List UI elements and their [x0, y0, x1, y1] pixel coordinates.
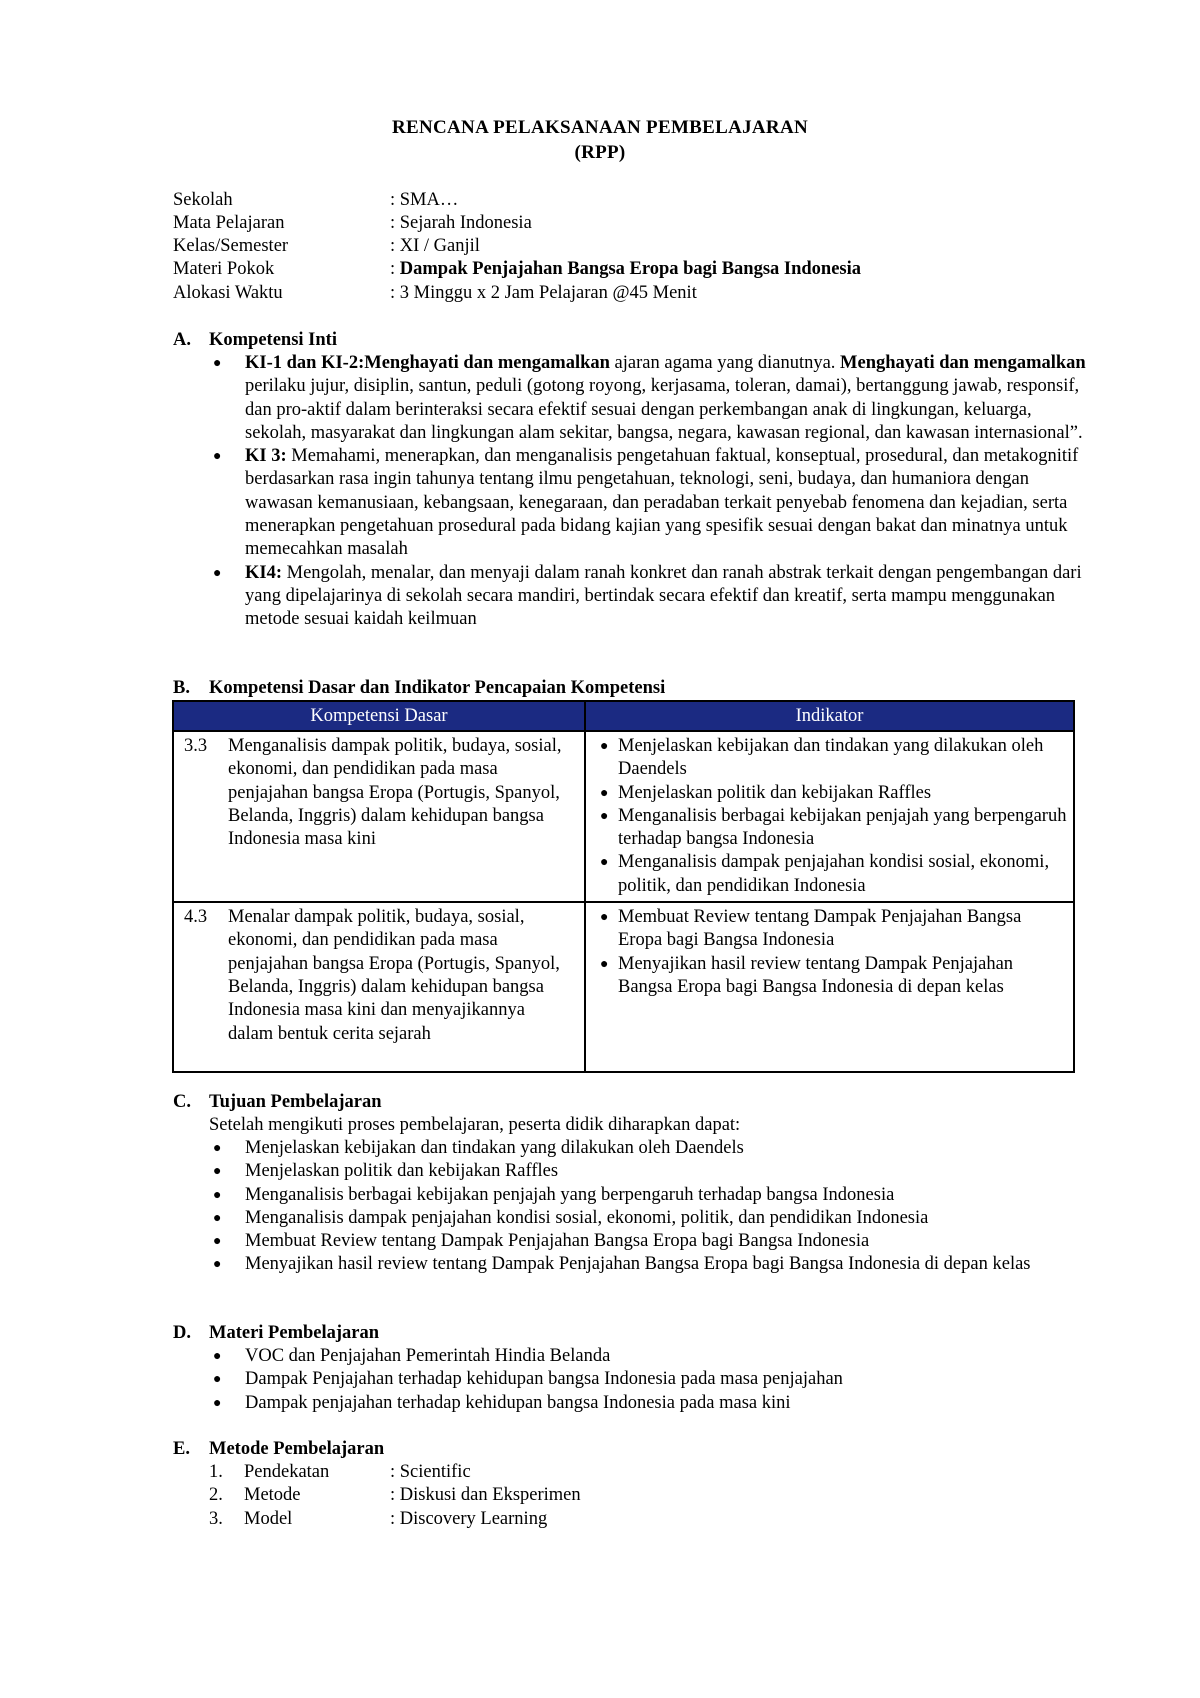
list-item [213, 1345, 1093, 1368]
bullet-icon: ● [213, 565, 222, 581]
bullet-icon: ● [213, 1372, 222, 1388]
list-item-text: Menyajikan hasil review tentang Dampak Penjajahan Bangsa Eropa bagi Bangsa Indonesia di depan kelas [245, 1254, 1031, 1275]
list-item-text: Dampak penjajahan terhadap kehidupan bangsa Indonesia pada masa kini [245, 1392, 791, 1413]
bullet-icon: ● [213, 1210, 222, 1226]
identity-label: Kelas/Semester [173, 236, 289, 256]
kd-cell [173, 902, 585, 1072]
identity-value: : XI / Ganjil [390, 236, 480, 256]
list-item [213, 1137, 1093, 1160]
section-c-heading [173, 1090, 382, 1114]
list-item-text: Menganalisis berbagai kebijakan penjajah yang berpengaruh terhadap bangsa Indonesia [245, 1184, 895, 1205]
list-key: Metode [244, 1485, 301, 1506]
identity-label: Sekolah [173, 190, 233, 210]
ki-label: KI4: [245, 562, 282, 583]
ki-list [213, 352, 1093, 632]
section-letter: D. [173, 1323, 191, 1343]
list-item [213, 1253, 1093, 1276]
list-value: : Discovery Learning [390, 1508, 548, 1529]
ki-item [213, 352, 1093, 445]
kd-number: 3.3 [184, 736, 208, 756]
bullet-icon: ● [213, 1164, 222, 1180]
ki-bold-text: Menghayati dan mengamalkan [364, 353, 610, 373]
indikator-text: Menyajikan hasil review tentang Dampak Penjajahan Bangsa Eropa bagi Bangsa Indonesia di depan kelas [618, 953, 1014, 997]
section-letter: E. [173, 1439, 190, 1459]
section-title: Tujuan Pembelajaran [209, 1092, 382, 1112]
indikator-item [596, 735, 1067, 782]
bullet-icon: ● [600, 739, 609, 754]
bullet-icon: ● [600, 956, 609, 972]
bullet-icon: ● [213, 1141, 222, 1156]
list-value: : Diskusi dan Eksperimen [390, 1485, 581, 1506]
tujuan-intro: Setelah mengikuti proses pembelajaran, peserta didik diharapkan dapat: [209, 1115, 741, 1135]
list-value: : Scientific [390, 1462, 471, 1482]
indikator-cell [585, 902, 1074, 1072]
identity-value [390, 257, 861, 281]
section-d-heading [173, 1321, 379, 1345]
section-letter: A. [173, 330, 191, 350]
ki-label: KI 3: [245, 446, 287, 467]
bullet-icon: ● [600, 855, 609, 871]
bullet-icon: ● [213, 356, 222, 371]
identity-label: Materi Pokok [173, 259, 275, 279]
section-title: Kompetensi Dasar dan Indikator Pencapaian Kompetensi [209, 678, 666, 698]
identity-value: : SMA… [390, 190, 459, 210]
table-row [173, 731, 1074, 902]
indikator-item [596, 906, 1067, 953]
indikator-text: Menganalisis dampak penjajahan kondisi sosial, ekonomi, politik, dan pendidikan Indonesia [618, 852, 1050, 896]
ki-text: ajaran agama yang dianutnya. [609, 353, 841, 373]
section-title: Kompetensi Inti [209, 330, 337, 350]
materi-list [213, 1345, 1093, 1415]
bullet-icon: ● [213, 1395, 222, 1411]
materi-pokok-value: Dampak Penjajahan Bangsa Eropa bagi Bangsa Indonesia [399, 259, 862, 279]
ki-text: perilaku jujur, disiplin, santun, peduli (gotong royong, kerjasama, toleran, damai), bertanggung jawab, responsif, dan pro-aktif dalam berinteraksi secara efektif sesuai dengan perkembangan anak di lingkungan, keluarga, sekolah, masyarakat dan lingkungan alam sekitar, bangsa, negara, kawasan regional, dan kawasan internasional”. [245, 376, 1083, 443]
list-key: Model [244, 1508, 293, 1529]
list-item-text: Menjelaskan kebijakan dan tindakan yang dilakukan oleh Daendels [245, 1138, 744, 1158]
indikator-item [596, 805, 1067, 852]
list-number: 3. [209, 1508, 223, 1529]
bullet-icon: ● [213, 1187, 222, 1203]
document-title: RENCANA PELAKSANAAN PEMBELAJARAN [391, 117, 808, 138]
ki-text: Memahami, menerapkan, dan menganalisis pengetahuan faktual, konseptual, prosedural, dan metakognitif berdasarkan rasa ingin tahunya tentang ilmu pengetahuan, teknologi, seni, budaya, dan humaniora dengan wawasan kemanusiaan, kebangsaan, kenegaraan, dan peradaban terkait penyebab fenomena dan kejadian, serta menerapkan pengetahuan prosedural pada bidang kajian yang spesifik sesuai dengan bakat dan minatnya untuk memecahkan masalah [245, 446, 1079, 560]
kd-number: 4.3 [184, 907, 208, 928]
bullet-icon: ● [600, 808, 609, 824]
kd-table-header-row [173, 701, 1074, 731]
list-item [213, 1160, 1093, 1183]
list-item-text: Membuat Review tentang Dampak Penjajahan Bangsa Eropa bagi Bangsa Indonesia [245, 1231, 870, 1252]
kd-text: Menalar dampak politik, budaya, sosial, ekonomi, dan pendidikan pada masa penjajahan bangsa Eropa (Portugis, Spanyol, Belanda, Inggris) dalam kehidupan bangsa Indonesia masa kini dan menyajikannya dalam bentuk cerita sejarah [228, 907, 560, 1044]
list-item [213, 1368, 1093, 1391]
list-item-text: VOC dan Penjajahan Pemerintah Hindia Belanda [245, 1346, 611, 1366]
indikator-cell [585, 731, 1074, 902]
kd-table [172, 700, 1075, 1073]
kd-text: Menganalisis dampak politik, budaya, sosial, ekonomi, dan pendidikan pada masa penjajahan bangsa Eropa (Portugis, Spanyol, Belanda, Inggris) dalam kehidupan bangsa Indonesia masa kini [228, 736, 562, 850]
indikator-item [596, 782, 1067, 805]
indikator-text: Menjelaskan kebijakan dan tindakan yang dilakukan oleh Daendels [618, 736, 1044, 780]
list-number: 2. [209, 1485, 223, 1506]
identity-value-prefix: : [390, 259, 400, 279]
ki-label: KI-1 dan KI-2: [245, 353, 365, 373]
ki-item [213, 562, 1093, 632]
section-letter: B. [173, 678, 190, 698]
list-item [213, 1230, 1093, 1253]
identity-value: : 3 Minggu x 2 Jam Pelajaran @45 Menit [390, 283, 697, 303]
bullet-icon: ● [213, 449, 222, 465]
section-letter: C. [173, 1092, 191, 1112]
indikator-text: Menjelaskan politik dan kebijakan Raffles [618, 782, 932, 803]
bullet-icon: ● [213, 1257, 222, 1273]
bullet-icon: ● [213, 1234, 222, 1250]
section-title: Metode Pembelajaran [209, 1439, 385, 1459]
kd-cell [173, 731, 585, 902]
indikator-item [596, 953, 1067, 1000]
bullet-icon: ● [600, 910, 609, 926]
document-subtitle: (RPP) [574, 142, 626, 163]
indikator-text: Menganalisis berbagai kebijakan penjajah yang berpengaruh terhadap bangsa Indonesia [618, 805, 1067, 850]
indikator-text: Membuat Review tentang Dampak Penjajahan Bangsa Eropa bagi Bangsa Indonesia [618, 907, 1022, 951]
bullet-icon: ● [213, 1349, 222, 1364]
section-a-heading [173, 328, 337, 352]
list-number: 1. [209, 1462, 223, 1482]
identity-label: Alokasi Waktu [173, 283, 283, 303]
ki-text: Mengolah, menalar, dan menyaji dalam ranah konkret dan ranah abstrak terkait dengan pengembangan dari yang dipelajarinya di sekolah secara mandiri, bertindak secara efektif dan kreatif, serta mampu menggunakan metode sesuai kaidah keilmuan [245, 562, 1082, 630]
section-b-heading [173, 676, 665, 700]
ki-item [213, 445, 1093, 561]
list-item [213, 1207, 1093, 1230]
list-item-text: Dampak Penjajahan terhadap kehidupan bangsa Indonesia pada masa penjajahan [245, 1369, 843, 1390]
section-e-heading [173, 1437, 384, 1461]
list-key: Pendekatan [244, 1462, 330, 1482]
kd-column-header: Kompetensi Dasar [173, 701, 585, 731]
identity-label: Mata Pelajaran [173, 213, 285, 233]
list-item-text: Menjelaskan politik dan kebijakan Raffles [245, 1161, 559, 1182]
indikator-column-header: Indikator [585, 701, 1074, 731]
list-item [213, 1392, 1093, 1415]
section-title: Materi Pembelajaran [209, 1323, 380, 1343]
identity-value: : Sejarah Indonesia [390, 213, 532, 233]
ki-bold-text: Menghayati dan mengamalkan [840, 353, 1086, 373]
list-item [213, 1184, 1093, 1207]
list-item-text: Menganalisis dampak penjajahan kondisi sosial, ekonomi, politik, dan pendidikan Indonesia [245, 1207, 929, 1228]
indikator-item [596, 851, 1067, 898]
tujuan-list [213, 1137, 1093, 1277]
bullet-icon: ● [600, 785, 609, 801]
table-row [173, 902, 1074, 1072]
